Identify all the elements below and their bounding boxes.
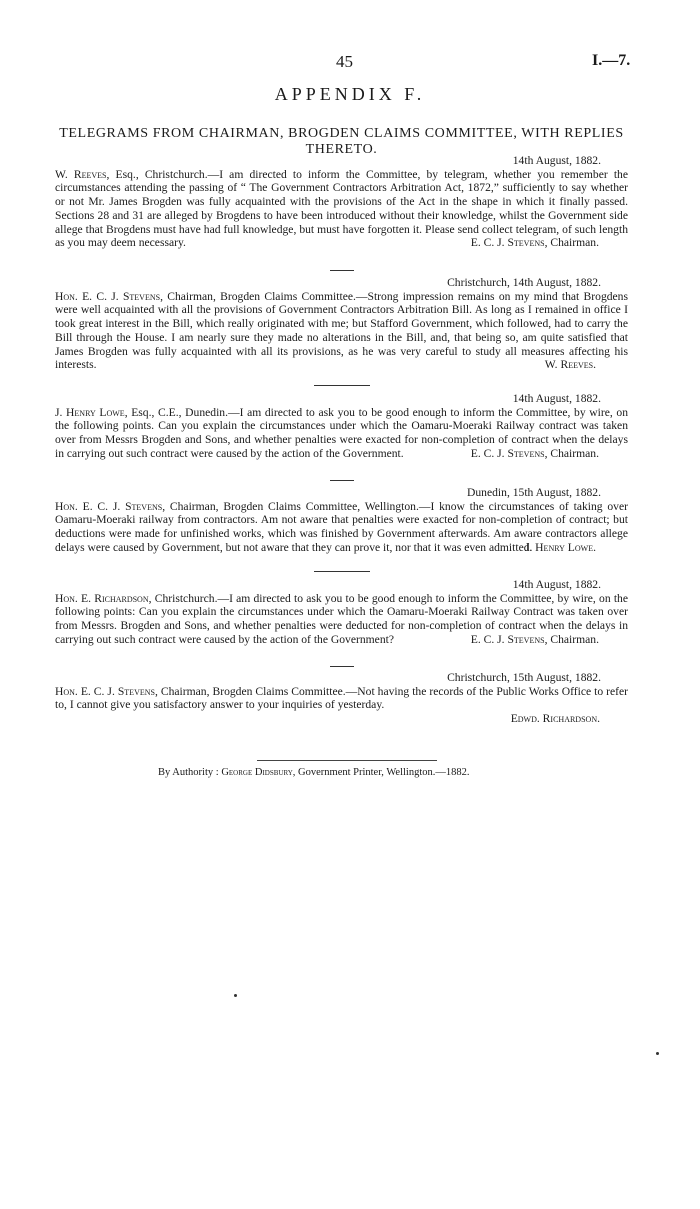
scan-speck	[234, 994, 237, 997]
separator-rule	[330, 666, 354, 667]
telegram-date: 14th August, 1882.	[512, 154, 601, 167]
telegram-signature: E. C. J. Stevens, Chairman.	[470, 446, 599, 460]
telegram-addressee: J. Henry Lowe	[55, 405, 125, 419]
appendix-title: APPENDIX F.	[274, 84, 426, 104]
section-heading: TELEGRAMS FROM CHAIRMAN, BROGDEN CLAIMS COMMITTEE, WITH REPLIES THERETO.	[59, 126, 624, 157]
printer-imprint: By Authority : George Didsbury, Government Printer, Wellington.—1882.	[158, 767, 470, 778]
telegram-addressee: W. Reeves	[55, 167, 107, 181]
telegram-signature: J. Henry Lowe.	[524, 540, 596, 554]
separator-rule	[330, 270, 354, 271]
telegram-date: Christchurch, 15th August, 1882.	[447, 671, 601, 684]
telegram-signature: E. C. J. Stevens, Chairman.	[470, 236, 599, 250]
telegram-6	[55, 671, 628, 726]
telegram-signature: W. Reeves.	[544, 358, 596, 372]
telegram-signature: E. C. J. Stevens, Chairman.	[470, 632, 599, 646]
telegram-text	[55, 685, 628, 712]
telegram-body: , Christchurch.—I am directed to ask you to be good enough to inform the Committee, by wire, on the following points: Can you explain the circumstances under which the Oamaru-Moeraki Railway Contract was taken over from Messrs. Brogden and Sons, and whether penalties were deducted for non-completion of contract when the delays in carrying out such contract were caused by the action of the Government?	[55, 591, 628, 646]
separator-rule	[314, 385, 370, 386]
page-number: 45	[336, 52, 353, 71]
telegram-date: Dunedin, 15th August, 1882.	[467, 486, 601, 499]
telegram-body: , Esq., C.E., Dunedin.—I am directed to ask you to be good enough to inform the Committee, by wire, on the following points. Can you explain the circumstances under which the Oamaru-Moeraki Railway contract was taken over from Messrs Brogden and Sons, and whether penalties were exacted for non-completion of contract when the delays in carrying out such contract were caused by the action of the Government.	[55, 405, 628, 460]
separator-rule	[330, 480, 354, 481]
telegram-4	[55, 486, 628, 555]
telegram-date: Christchurch, 14th August, 1882.	[447, 276, 601, 289]
telegram-body: , Chairman, Brogden Claims Committee.—Strong impression remains on my mind that Brogdens were well acquainted with all the provisions of Government Contractors Arbitration Bill. As long as I remained in office I took great interest in the Bill, which really originated with me; but Stafford Government, which followed, had to carry the Bill through the House. I am nearly sure they made no alterations in the Bill, and, that being so, am quite satisfied that James Brogden was fully acquainted with all its provisions, as he was very careful to study all measures affecting his interests.	[55, 289, 628, 372]
telegram-2	[55, 276, 628, 372]
telegram-text	[55, 290, 628, 372]
telegram-addressee: Hon. E. C. J. Stevens	[55, 499, 163, 513]
telegram-body: , Esq., Christchurch.—I am directed to inform the Committee, by telegram, whether you remember the circumstances attending the passing of “ The Government Contractors Arbitration Act, 1872,” sufficiently to say whether or not Mr. James Brogden was fully acquainted with the provisions of the Act in the shape in which it finally passed. Sections 28 and 31 are alleged by Brogdens to have been introduced without their knowledge, whilst the Government side allege that Brogdens must have had full knowledge, but must have forgotten it. Please send collect telegram, of such length as you may deem necessary.	[55, 167, 628, 250]
telegram-1	[55, 154, 628, 250]
scan-speck	[656, 1052, 659, 1055]
telegram-addressee: Hon. E. C. J. Stevens	[55, 684, 155, 698]
telegram-body: , Chairman, Brogden Claims Committee.—Not having the records of the Public Works Office to refer to, I cannot give you satisfactory answer to your inquiries of yesterday.	[55, 684, 629, 712]
telegram-5	[55, 578, 628, 647]
telegram-3	[55, 392, 628, 461]
separator-rule	[314, 571, 370, 572]
telegram-addressee: Hon. E. Richardson	[55, 591, 149, 605]
telegram-signature: Edwd. Richardson.	[510, 712, 600, 726]
telegram-date: 14th August, 1882.	[512, 578, 601, 591]
document-reference: I.—7.	[592, 52, 631, 69]
telegram-body: , Chairman, Brogden Claims Committee, Wellington.—I know the circumstances of taking over Oamaru-Moeraki railway from contractors. Am not aware that penalties were exacted for non-completion of contract; but deductions were made for unfinished works, which was finished by Government afterwards. Am aware contractors allege delays were caused by Government, but not aware that they can prove it, nor that it was even admitted.	[55, 499, 628, 554]
footer-rule	[257, 760, 437, 761]
telegram-addressee: Hon. E. C. J. Stevens	[55, 289, 161, 303]
telegram-date: 14th August, 1882.	[512, 392, 601, 405]
